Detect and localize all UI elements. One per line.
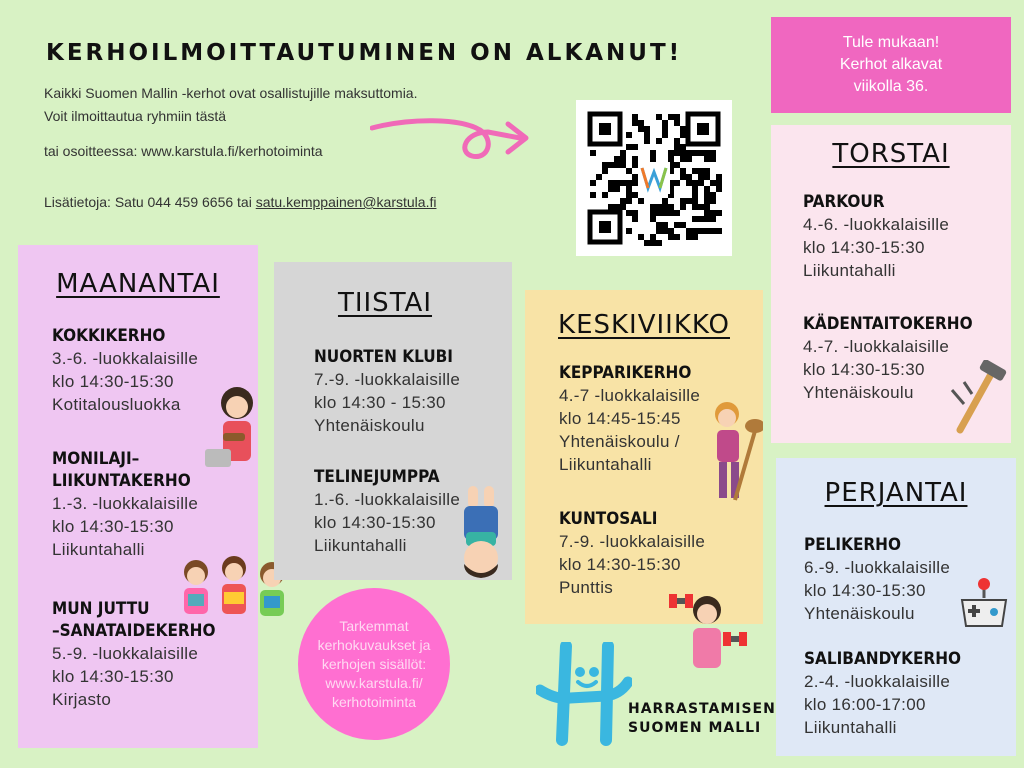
banner-line: Kerhot alkavat [839, 56, 943, 73]
club-place: Liikuntahalli [559, 455, 652, 474]
page-title: KERHOILMOITTAUTUMINEN ON ALKANUT! [46, 40, 683, 66]
more-info-circle[interactable] [298, 588, 450, 740]
club-parkour [803, 191, 949, 282]
club-name: PARKOUR [803, 192, 885, 212]
day-heading: KESKIVIIKKO [558, 310, 730, 340]
club-place: Kotitalousluokka [52, 395, 181, 414]
day-heading: MAANANTAI [56, 269, 220, 299]
contact-info [44, 194, 436, 210]
club-pelikerho [804, 534, 950, 625]
club-name: MUN JUTTU [52, 599, 150, 619]
club-time: klo 14:30-15:30 [52, 517, 174, 536]
dumbbell-girl-icon [665, 588, 751, 678]
arrow-loop-icon [370, 110, 540, 170]
monday-panel [18, 245, 258, 748]
club-grades: 1.-6. -luokkalaisille [314, 490, 461, 509]
club-time: klo 14:30 - 15:30 [314, 393, 446, 412]
club-name: KEPPARIKERHO [559, 363, 692, 383]
banner-line: viikolla 36. [853, 78, 929, 95]
club-place: Liikuntahalli [803, 261, 896, 280]
club-place: Liikuntahalli [804, 718, 897, 737]
intro-text [44, 82, 417, 163]
club-grades: 7.-9. -luokkalaisille [559, 532, 706, 551]
club-name: –SANATAIDEKERHO [52, 621, 216, 641]
club-time: klo 14:30-15:30 [52, 667, 174, 686]
harrastamisen-logo-icon [536, 642, 632, 746]
club-time: klo 14:30-15:30 [803, 360, 925, 379]
club-place: Liikuntahalli [314, 536, 407, 555]
logo-line: HARRASTAMISEN [628, 701, 776, 717]
club-grades: 6.-9. -luokkalaisille [804, 558, 951, 577]
club-kuntosali [559, 508, 705, 599]
club-grades: 4.-7. -luokkalaisille [803, 337, 950, 356]
start-banner [771, 17, 1011, 113]
club-grades: 5.-9. -luokkalaisille [52, 644, 199, 663]
club-name: PELIKERHO [804, 535, 901, 555]
club-name: SALIBANDYKERHO [804, 649, 961, 669]
club-time: klo 14:30-15:30 [803, 238, 925, 257]
club-place: Yhtenäiskoulu [804, 604, 915, 623]
club-name: KÄDENTAITOKERHO [803, 314, 973, 334]
club-time: klo 14:30-15:30 [559, 555, 681, 574]
friday-panel [776, 458, 1016, 756]
club-grades: 7.-9. -luokkalaisille [314, 370, 461, 389]
thursday-panel [771, 125, 1011, 443]
club-name: MONILAJI– [52, 449, 140, 469]
day-heading: TIISTAI [337, 288, 433, 318]
game-controller-icon [958, 576, 1010, 632]
club-name: TELINEJUMPPA [314, 467, 440, 487]
contact-prefix: Lisätietoja: Satu 044 459 6656 tai [44, 194, 256, 210]
intro-link-line[interactable]: tai osoitteessa: www.karstula.fi/kerhotoiminta [44, 143, 323, 159]
club-grades: 2.-4. -luokkalaisille [804, 672, 951, 691]
club-place: Yhtenäiskoulu / [559, 432, 680, 451]
club-time: klo 14:30-15:30 [52, 372, 174, 391]
club-name: KUNTOSALI [559, 509, 658, 529]
club-monilaji [52, 448, 198, 561]
intro-line: Voit ilmoittautua ryhmiin tästä [44, 108, 227, 124]
club-grades: 3.-6. -luokkalaisille [52, 349, 199, 368]
club-place: Liikuntahalli [52, 540, 145, 559]
club-grades: 4.-7 -luokkalaisille [559, 386, 701, 405]
contact-email-link[interactable]: satu.kemppainen@karstula.fi [255, 194, 437, 210]
club-kokkikerho [52, 325, 198, 416]
banner-line: Tule mukaan! [842, 34, 940, 51]
logo-text [628, 700, 776, 738]
club-nuorten-klubi [314, 346, 460, 437]
hobby-horse-kid-icon [705, 400, 763, 510]
club-place: Kirjasto [52, 690, 112, 709]
wednesday-panel [525, 290, 763, 624]
club-time: klo 14:30-15:30 [314, 513, 436, 532]
day-heading: PERJANTAI [824, 478, 968, 508]
club-grades: 4.-6. -luokkalaisille [803, 215, 950, 234]
club-telinejumppa [314, 466, 460, 557]
circle-line: kerhotoiminta [331, 693, 417, 710]
club-kepparikerho [559, 362, 700, 476]
circle-line: kerhojen sisällöt: [321, 655, 427, 672]
cooking-girl-icon [203, 385, 263, 477]
club-place: Yhtenäiskoulu [803, 383, 914, 402]
circle-line: www.karstula.fi/ [325, 674, 423, 691]
club-name: KOKKIKERHO [52, 326, 166, 346]
club-time: klo 16:00-17:00 [804, 695, 926, 714]
gymnast-kid-icon [454, 484, 510, 580]
qr-code-icon[interactable] [576, 100, 732, 256]
club-grades: 1.-3. -luokkalaisille [52, 494, 199, 513]
circle-line: kerhokuvaukset ja [317, 636, 431, 653]
club-time: klo 14:30-15:30 [804, 581, 926, 600]
tuesday-panel [274, 262, 512, 580]
club-name: LIIKUNTAKERHO [52, 471, 191, 491]
club-salibandykerho [804, 648, 961, 739]
club-place: Punttis [559, 578, 614, 597]
logo-line: SUOMEN MALLI [628, 720, 762, 736]
hammer-nails-icon [946, 360, 1008, 436]
club-place: Yhtenäiskoulu [314, 416, 425, 435]
club-name: NUORTEN KLUBI [314, 347, 453, 367]
intro-line: Kaikki Suomen Mallin -kerhot ovat osallistujille maksuttomia. [44, 85, 418, 101]
day-heading: TORSTAI [832, 139, 950, 169]
circle-line: Tarkemmat [339, 617, 409, 634]
club-time: klo 14:45-15:45 [559, 409, 681, 428]
